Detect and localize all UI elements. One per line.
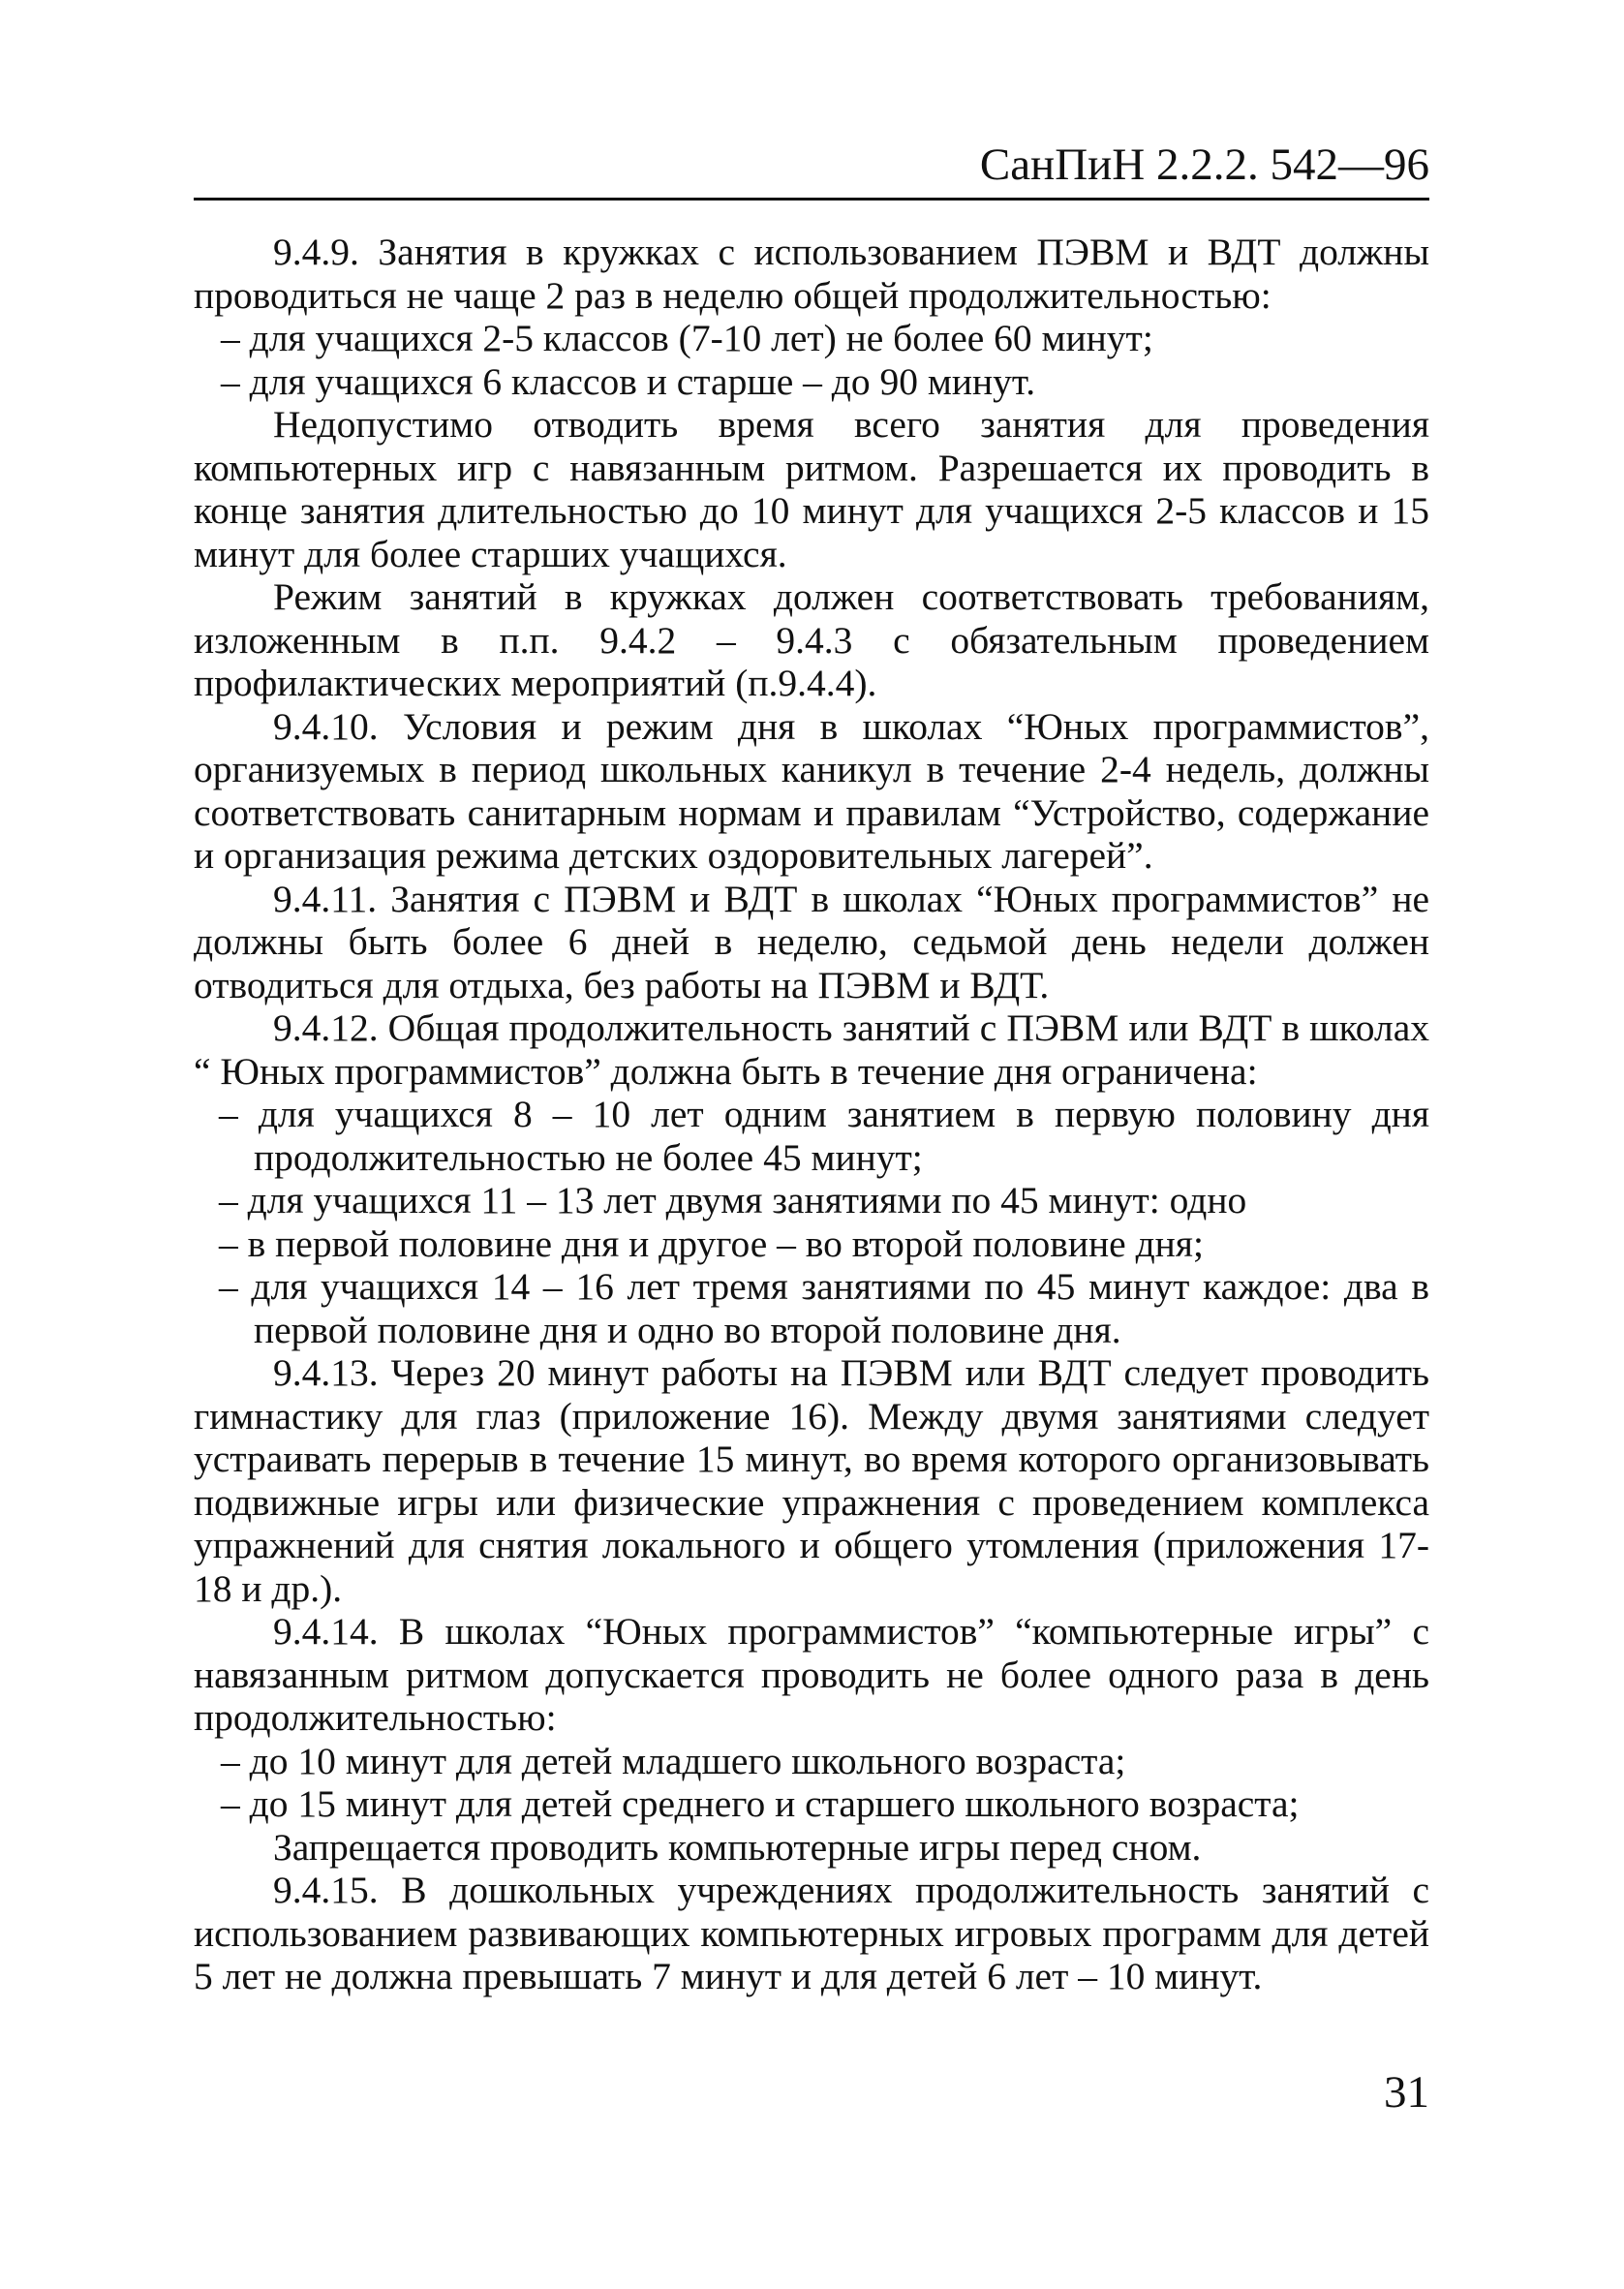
list-item: – для учащихся 8 – 10 лет одним занятием в первую половину дня продолжительностью не более 45 минут; [219,1093,1429,1179]
header-rule [194,198,1429,201]
page-number: 31 [1384,2067,1429,2118]
list-item: – для учащихся 14 – 16 лет тремя занятиями по 45 минут каждое: два в первой половине дня и одно во второй половине дня. [219,1265,1429,1351]
paragraph-9-4-15: 9.4.15. В дошкольных учреждениях продолжительность занятий с использованием развивающих компьютерных игровых программ для детей 5 лет не должна превышать 7 минут и для детей 6 лет – 10 минут. [194,1869,1429,1997]
paragraph-9-4-13: 9.4.13. Через 20 минут работы на ПЭВМ или ВДТ следует проводить гимнастику для глаз (приложение 16). Между двумя занятиями следует устраивать перерыв в течение 15 минут, во время которого организовывать подвижные игры или физические упражнения с проведением комплекса упражнений для снятия локального и общего утомления (приложения 17-18 и др.). [194,1351,1429,1610]
paragraph-9-4-14: 9.4.14. В школах “Юных программистов” “компьютерные игры” с навязанным ритмом допускается проводить не более одного раза в день продолжительностью: [194,1610,1429,1739]
document-body [194,231,1429,1998]
list-item: – для учащихся 6 классов и старше – до 90 минут. [221,359,1036,403]
list-item: – до 15 минут для детей среднего и старшего школьного возраста; [221,1782,1300,1825]
list-item: – для учащихся 11 – 13 лет двумя занятиями по 45 минут: одно [219,1179,1247,1222]
list-item: – для учащихся 2-5 классов (7-10 лет) не более 60 минут; [221,317,1153,359]
paragraph-club-regime: Режим занятий в кружках должен соответствовать требованиям, изложенным в п.п. 9.4.2 – 9.4.3 с обязательным проведением профилактических мероприятий (п.9.4.4). [194,575,1429,704]
running-header: СанПиН 2.2.2. 542—96 [979,139,1429,190]
paragraph-9-4-11: 9.4.11. Занятия с ПЭВМ и ВДТ в школах “Юных программистов” не должны быть более 6 дней в неделю, седьмой день недели должен отводиться для отдыха, без работы на ПЭВМ и ВДТ. [194,877,1429,1006]
paragraph-9-4-10: 9.4.10. Условия и режим дня в школах “Юных программистов”, организуемых в период школьных каникул в течение 2-4 недель, должны соответствовать санитарным нормам и правилам “Устройство, содержание и организация режима детских оздоровительных лагерей”. [194,704,1429,877]
paragraph-games-restriction: Недопустимо отводить время всего занятия для проведения компьютерных игр с навязанным ритмом. Разрешается их проводить в конце занятия длительностью до 10 минут для учащихся 2-5 классов и 15 минут для более старших учащихся. [194,403,1429,575]
paragraph-9-4-12: 9.4.12. Общая продолжительность занятий с ПЭВМ или ВДТ в школах “ Юных программистов” должна быть в течение дня ограничена: [194,1006,1429,1093]
list-item: – в первой половине дня и другое – во второй половине дня; [219,1222,1204,1265]
paragraph-9-4-9: 9.4.9. Занятия в кружках с использованием ПЭВМ и ВДТ должны проводиться не чаще 2 раз в неделю общей продолжительностью: [194,231,1429,317]
list-item: – до 10 минут для детей младшего школьного возраста; [221,1739,1126,1782]
paragraph-games-before-sleep: Запрещается проводить компьютерные игры перед сном. [273,1825,1202,1869]
